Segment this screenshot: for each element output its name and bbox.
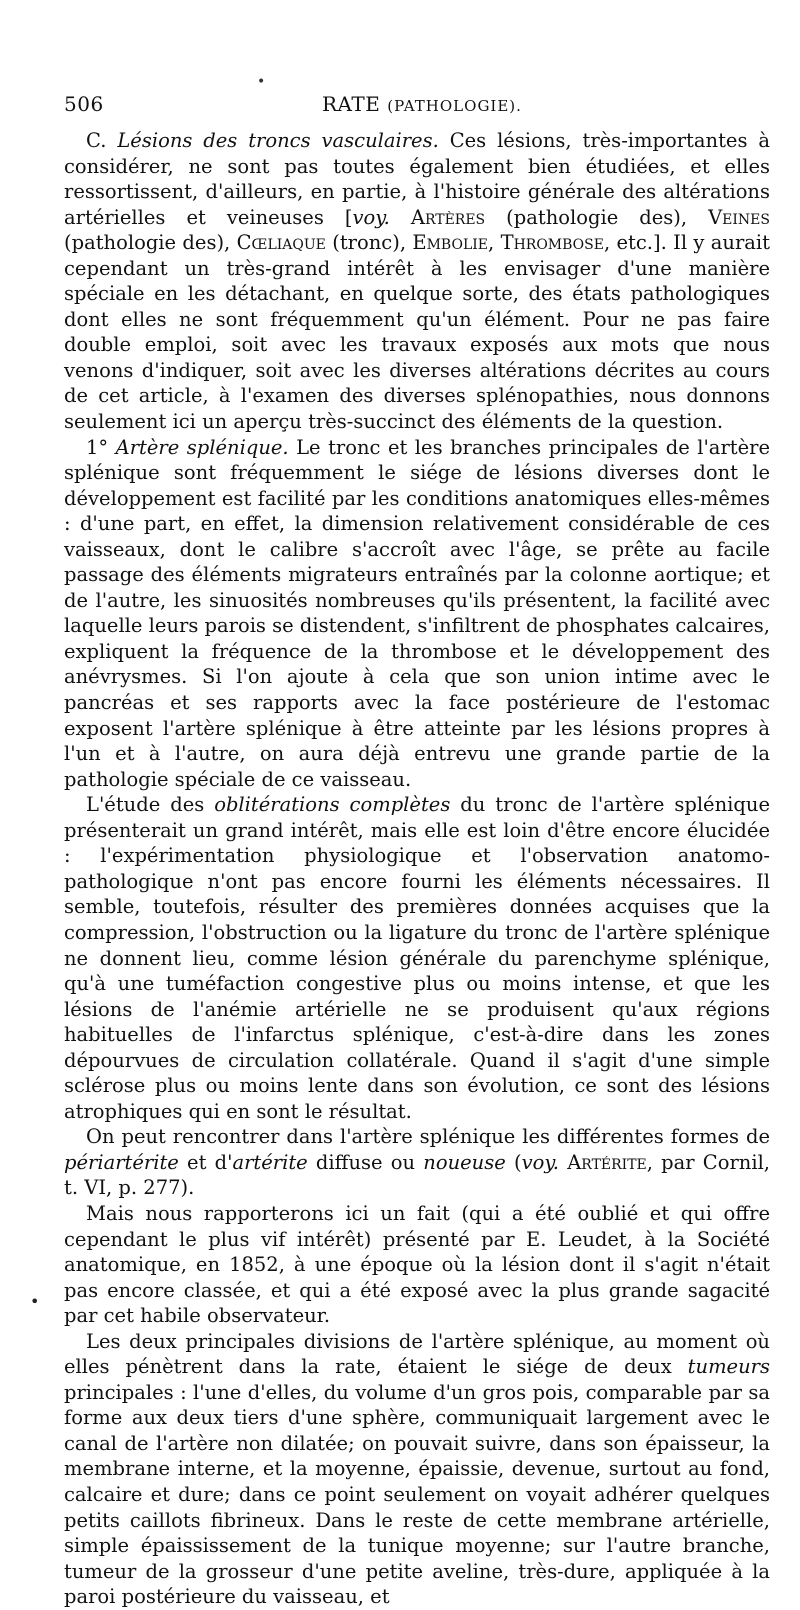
running-header bbox=[64, 92, 770, 120]
ref-voy: voy. bbox=[521, 1150, 559, 1174]
section-label: C. bbox=[86, 129, 107, 152]
running-title-main: RATE bbox=[322, 92, 381, 116]
paragraph-divisions: Les deux principales divisions de l'artère splénique, au moment où elles pénètrent dans la rate, étaient le siége de deux tumeurs principales : l'une d'elles, du volume d'un gros pois, comparable par sa forme aux deux tiers d'une sphère, communiquait largement avec le canal de l'artère non dilatée; on pouvait suivre, dans son épaisseur, la membrane interne, et la moyenne, épaissie, devenue, surtout au fond, calcaire et dure; dans ce point seulement on voyait adhérer quelques petits caillots fibrineux. Dans le reste de cette membrane artérielle, simple épaississement de la tunique moyenne; sur l'autre branche, tumeur de la grosseur d'une petite aveline, très-dure, appliquée à la paroi postérieure du vaisseau, et bbox=[64, 1329, 770, 1609]
emphasis-obliterations: oblitérations complètes bbox=[214, 793, 451, 817]
ref-thrombose: Thrombose bbox=[500, 231, 604, 255]
ref-arteres: Artères bbox=[410, 205, 486, 229]
emphasis-periarterite: périartérite bbox=[64, 1150, 179, 1174]
emphasis-arterite: artérite bbox=[232, 1150, 308, 1174]
section-heading: Lésions des troncs vasculaires. bbox=[117, 129, 439, 152]
paragraph-obliterations: L'étude des oblitérations complètes du tronc de l'artère splénique présenterait un grand intérêt, mais elle est loin d'être encore élucidée : l'expérimentation physiologique et l'observation anatomo-pathologique n'ont pas encore fourni les éléments nécessaires. Il semble, toutefois, résulter des premières données acquises que la compression, l'obstruction ou la ligature du tronc de l'artère splénique ne donnent lieu, comme lésion générale du parenchyme splénique, qu'à une tuméfaction congestive plus ou moins intense, et que les lésions de l'anémie artérielle ne se produisent qu'aux régions habituelles de l'infarctus splénique, c'est-à-dire dans les zones dépourvues de circulation collatérale. Quand il s'agit d'une simple sclérose plus ou moins lente dans son évolution, ce sont des lésions atrophiques qui en sont le résultat. bbox=[64, 793, 770, 1123]
body-text bbox=[64, 128, 770, 1610]
paragraph-periarterite: On peut rencontrer dans l'artère splénique les différentes formes de périartérite et d'artérite diffuse ou noueuse (voy. Artérite, par Cornil, t. VI, p. 277). bbox=[64, 1125, 771, 1200]
emphasis-tumeurs: tumeurs bbox=[687, 1355, 770, 1379]
ref-voy: voy. bbox=[352, 205, 390, 229]
paragraph-leudet: Mais nous rapporterons ici un fait (qui a été oublié et qui offre cependant le plus vif intérêt) présenté par E. Leudet, à la Société anatomique, en 1852, à une époque où la lésion dont il s'agit n'était pas encore classée, et qui a été exposé avec la plus grande sagacité par cet habile observateur. bbox=[64, 1201, 770, 1328]
running-title-sub: (PATHOLOGIE). bbox=[387, 97, 522, 115]
margin-dot-mark: • bbox=[30, 1292, 40, 1311]
top-dot-mark: • bbox=[257, 74, 266, 90]
paragraph-artere-splenique: 1° Artère splénique. Le tronc et les branches principales de l'artère splénique sont fréquemment le siége de lésions diverses dont le développement est facilité par les conditions anatomiques elles-mêmes : d'une part, en effet, la dimension relativement considérable de ces vaisseaux, dont le calibre s'accroît avec l'âge, se prête au facile passage des éléments migrateurs entraînés par la colonne aortique; et de l'autre, les sinuosités nombreuses qu'ils présentent, la facilité avec laquelle leurs parois se distendent, s'infiltrent de phosphates calcaires, expliquent la fréquence de la thrombose et le développement des anévrysmes. Si l'on ajoute à cela que son union intime avec le pancréas et ses rapports avec la face postérieure de l'estomac exposent l'artère splénique à être atteinte par les lésions propres à l'un et à l'autre, on aura déjà entrevu une grande partie de la pathologie spéciale de ce vaisseau. bbox=[64, 435, 770, 791]
section-number: 1° bbox=[86, 435, 116, 459]
ref-arterite: Artérite bbox=[567, 1150, 647, 1174]
paragraph-section-c: C. Lésions des troncs vasculaires. Ces lésions, très-importantes à considérer, ne sont pas toutes également bien étudiées, et elles ressortissent, d'ailleurs, en partie, à l'histoire générale des altérations artérielles et veineuses [voy. Artères (pathologie des), Veines (pathologie des), Cœliaque (tronc), Embolie, Thrombose, etc.]. Il y aurait cependant un très-grand intérêt à les envisager d'une manière spéciale en les détachant, en quelque sorte, des états pathologiques dont elles ne sont fréquemment qu'un élément. Pour ne pas faire double emploi, soit avec les travaux exposés aux mots que nous venons d'indiquer, soit avec les diverses altérations décrites au cours de cet article, à l'examen des diverses splénopathies, nous donnons seulement ici un aperçu très-succinct des éléments de la question. bbox=[64, 129, 770, 434]
running-title bbox=[322, 92, 522, 116]
section-heading-artere: Artère splénique. bbox=[115, 435, 289, 459]
page-number: 506 bbox=[64, 92, 104, 116]
ref-veines: Veines bbox=[708, 205, 770, 229]
emphasis-noueuse: noueuse bbox=[423, 1150, 506, 1174]
ref-embolie: Embolie bbox=[412, 231, 489, 255]
ref-coeliaque: Cœliaque bbox=[236, 231, 326, 255]
